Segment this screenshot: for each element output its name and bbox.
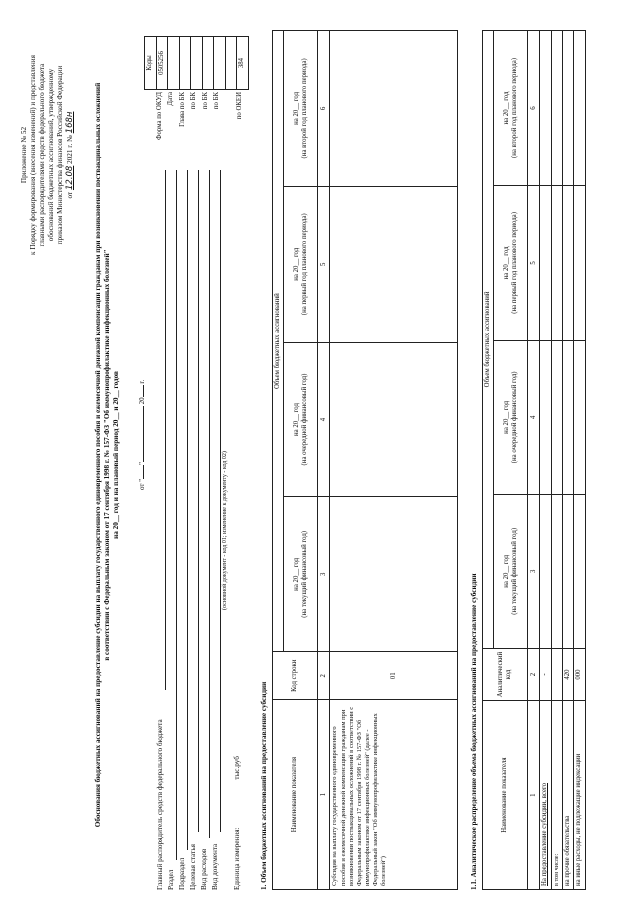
code-cell bbox=[179, 37, 191, 90]
s11-row-total-code: - bbox=[540, 648, 551, 700]
approval-line: к Порядку формирования (внесения изменений) и представления bbox=[29, 55, 37, 255]
section1-table bbox=[272, 30, 458, 890]
s1-numbering-row: 1 2 3 4 5 6 bbox=[318, 31, 330, 890]
section1-title: 1. Объем бюджетных ассигнований на предоставление субсидии bbox=[260, 681, 268, 890]
field-podrazdel-label: Подраздел bbox=[178, 857, 186, 890]
field-vr-label: Вид расходов bbox=[200, 848, 208, 890]
s11-row-nonindex-name: на иные расходы, не подлежащие индексации bbox=[574, 701, 585, 890]
codes-header: Коды bbox=[145, 37, 157, 90]
s1-head-code: Код строки bbox=[273, 652, 318, 700]
s11-row-incl-name: в том числе: bbox=[551, 701, 562, 890]
field-doctype-label: Вид документа bbox=[211, 843, 219, 890]
code-okud: 0505256 bbox=[156, 37, 168, 90]
handwritten-date: 12.08 bbox=[65, 165, 75, 191]
s1-head-name: Наименование показателя bbox=[273, 700, 318, 890]
code-cell bbox=[225, 37, 237, 90]
approval-block bbox=[20, 20, 76, 290]
section11-table bbox=[482, 30, 586, 890]
section11-title: 1.1. Аналитическое распределение объема бюджетных ассигнований на предоставление субсидии bbox=[470, 573, 478, 890]
document-title: Обоснования бюджетных ассигнований на предоставление субсидии на выплату государственного единовременного пособия и ежемесячной денежной компенсации гражданам при возникновении поствакцинальных осложнений в соответствии с Федеральным законом от 17 сентября 1998 г. № 157-ФЗ "Об иммунопрофилактике инфекционных болезней" на 20__ год и на плановый период 20__ и 20__ годов bbox=[94, 82, 120, 828]
codes-table bbox=[144, 36, 249, 90]
approval-line: главными распорядителями средств федерального бюджета bbox=[38, 63, 46, 247]
s11-head-year2: на 20__ год (на очередной финансовый год) bbox=[494, 340, 528, 494]
table-row bbox=[551, 31, 562, 890]
document-page bbox=[20, 20, 620, 890]
approval-date-line: от 12.08 2021 г. № 168н bbox=[65, 111, 75, 199]
s11-numbering-row: 1 2 3 4 5 6 bbox=[528, 31, 540, 890]
s11-head-code: Аналитический код bbox=[483, 648, 528, 700]
s1-head-year4: на 20__ год (на второй год планового периода) bbox=[284, 31, 318, 187]
s11-row-other-code: 420 bbox=[562, 648, 573, 700]
code-cell bbox=[214, 37, 226, 90]
approval-line: приказом Министерства финансов Российской Федерации bbox=[56, 65, 64, 245]
s11-head-year1: на 20__ год (на текущий финансовый год) bbox=[494, 494, 528, 648]
s1-row-code: 01 bbox=[330, 652, 458, 700]
s1-head-year2: на 20__ год (на очередной финансовый год) bbox=[284, 342, 318, 497]
approval-line: обоснований бюджетных ассигнований, утвержденному bbox=[47, 68, 55, 242]
s11-row-incl-code bbox=[551, 648, 562, 700]
field-razdel-label: Раздел bbox=[167, 869, 175, 890]
s11-row-nonindex-code: 000 bbox=[574, 648, 585, 700]
field-cs-label: Целевая статья bbox=[189, 844, 197, 890]
fields-block bbox=[156, 170, 244, 890]
handwritten-number: 168н bbox=[65, 111, 75, 134]
s11-head-year4: на 20__ год (на второй год планового периода) bbox=[494, 31, 528, 186]
doctype-note: (основной документ - код 01; изменение к документу - код 02) bbox=[222, 451, 228, 610]
table-row bbox=[562, 31, 573, 890]
code-cell bbox=[168, 37, 180, 90]
code-cell bbox=[202, 37, 214, 90]
s11-row-other-name: на прочие обязательства bbox=[562, 701, 573, 890]
table-row bbox=[330, 31, 458, 890]
field-grbs-label: Главный распорядитель средств федерального бюджета bbox=[156, 719, 164, 890]
s11-row-total-name: На предоставление субсидии, всего bbox=[540, 701, 551, 890]
table-row bbox=[540, 31, 551, 890]
s11-head-year3: на 20__ год (на первый год планового периода) bbox=[494, 185, 528, 340]
approval-line: Приложение № 52 bbox=[20, 126, 28, 184]
s11-head-volume: Объем бюджетных ассигнований bbox=[483, 31, 494, 649]
code-okei: 384 bbox=[237, 37, 249, 90]
unit-label: Единица измерения: bbox=[233, 827, 241, 890]
document-date: от "" 20 г. bbox=[138, 379, 146, 490]
s1-row-name: Субсидия на выплату государственного единовременного пособия и ежемесячной денежной компенсации гражданам при возникновении поствакцинальных осложнений в соответствии с Федеральным законом от 17 сентября 1998 г. № 157-ФЗ "Об иммунопрофилактике инфекционных болезней" (далее - Федеральный закон "Об иммунопрофилактике инфекционных болезней") bbox=[330, 700, 458, 890]
s1-head-year1: на 20__ год (на текущий финансовый год) bbox=[284, 497, 318, 652]
codes-labels: Форма по ОКУД Дата Глава по БК по БК по БК по БК по ОКЕИ bbox=[155, 92, 243, 140]
unit-value: тыс.руб bbox=[233, 756, 241, 780]
s1-head-year3: на 20__ год (на первый год планового периода) bbox=[284, 186, 318, 342]
table-row bbox=[574, 31, 585, 890]
s11-head-name: Наименование показателя bbox=[483, 701, 528, 890]
code-cell bbox=[191, 37, 203, 90]
s1-head-volume: Объем бюджетных ассигнований bbox=[273, 31, 284, 652]
